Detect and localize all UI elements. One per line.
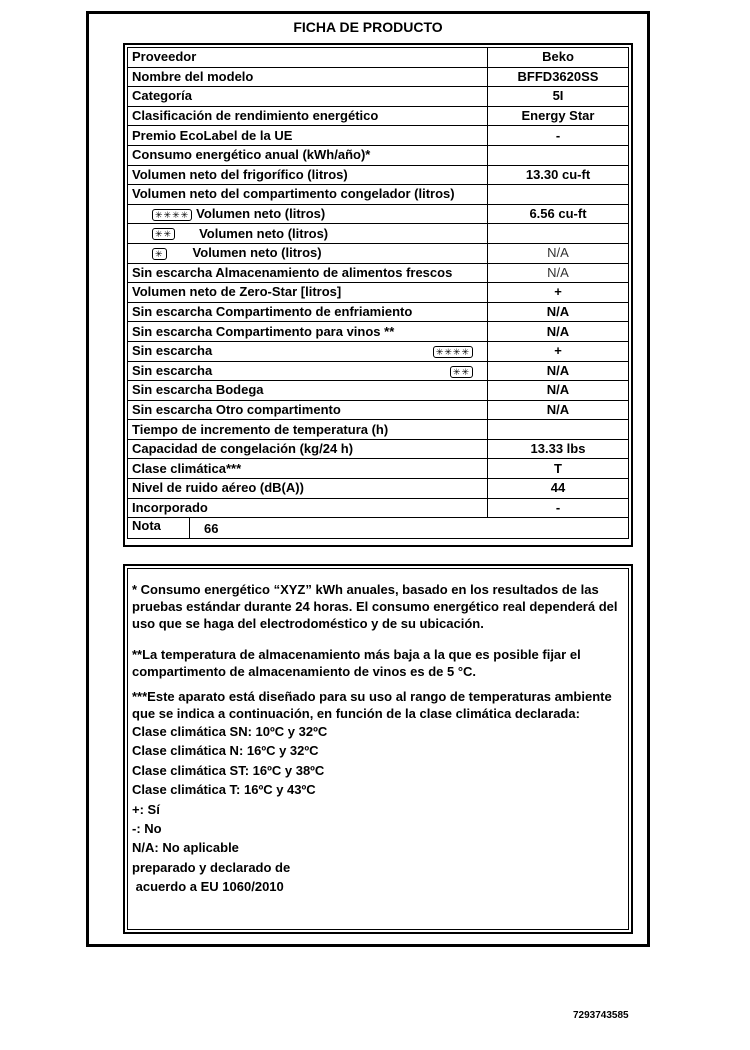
spec-value: +	[488, 341, 629, 361]
spec-label-cell	[128, 106, 488, 126]
spec-label: Tiempo de incremento de temperatura (h)	[132, 421, 389, 437]
spec-label: Nivel de ruido aéreo (dB(A))	[132, 480, 304, 496]
spec-value: +	[488, 283, 629, 303]
spec-label-cell	[128, 498, 488, 518]
spec-label-cell	[128, 302, 488, 322]
spec-row	[128, 498, 629, 518]
spec-row	[128, 106, 629, 126]
spec-label: Volumen neto (litros)	[196, 206, 326, 222]
spec-row	[128, 145, 629, 165]
note-line: N/A: No aplicable	[132, 840, 239, 856]
note-line: Clase climática T: 16ºC y 43ºC	[132, 782, 316, 798]
spec-value: BFFD3620SS	[488, 67, 629, 87]
spec-row	[128, 165, 629, 185]
spec-label-cell	[128, 400, 488, 420]
note-line: Clase climática SN: 10ºC y 32ºC	[132, 724, 328, 739]
spec-label: Volumen neto del frigorífico (litros)	[132, 166, 348, 182]
spec-value	[488, 145, 629, 165]
note-line: +: Sí	[132, 801, 160, 817]
nota-row	[128, 518, 629, 539]
spec-label-cell	[128, 361, 488, 381]
spec-value: Beko	[488, 48, 629, 68]
spec-label-cell	[128, 145, 488, 165]
spec-label-cell	[128, 459, 488, 479]
spec-label: Sin escarcha Almacenamiento de alimentos frescos	[132, 264, 453, 280]
spec-label: Clasificación de rendimiento energético	[132, 108, 379, 124]
spec-label-cell	[128, 283, 488, 303]
spec-label: Incorporado	[132, 499, 208, 515]
spec-label-cell	[128, 204, 488, 224]
spec-row	[128, 204, 629, 224]
freezer-star-icon: ✳✳	[450, 366, 473, 378]
spec-value: T	[488, 459, 629, 479]
note-line: acuerdo a EU 1060/2010	[132, 879, 284, 895]
spec-value: N/A	[488, 302, 629, 322]
spec-table	[127, 47, 629, 539]
freezer-star-icon: ✳	[152, 248, 167, 260]
spec-row	[128, 185, 629, 205]
spec-value: 13.30 cu-ft	[488, 165, 629, 185]
spec-label: Volumen neto de Zero-Star [litros]	[132, 284, 342, 300]
note-energy: * Consumo energético “XYZ” kWh anuales, basado en los resultados de las pruebas estándar durante 24 horas. El consumo energético real dependerá del uso que se haga del electrodoméstico y de su ubicación.	[132, 582, 618, 631]
spec-row	[128, 224, 629, 244]
spec-row	[128, 439, 629, 459]
spec-label-cell	[128, 322, 488, 342]
spec-value	[488, 420, 629, 440]
spec-value: 6.56 cu-ft	[488, 204, 629, 224]
spec-label: Volumen neto (litros)	[192, 245, 322, 261]
spec-table-frame	[123, 43, 633, 547]
notes-frame	[123, 564, 633, 934]
spec-label-cell	[128, 126, 488, 146]
spec-row	[128, 263, 629, 283]
spec-value: Energy Star	[488, 106, 629, 126]
spec-label: Sin escarcha	[132, 362, 213, 378]
spec-label-cell	[128, 263, 488, 283]
spec-label: Nombre del modelo	[132, 68, 254, 84]
spec-row	[128, 283, 629, 303]
spec-value: 13.33 lbs	[488, 439, 629, 459]
spec-row	[128, 341, 629, 361]
spec-label-cell	[128, 48, 488, 68]
spec-label: Capacidad de congelación (kg/24 h)	[132, 441, 354, 457]
spec-label-cell	[128, 87, 488, 107]
note-wine-temperature: **La temperatura de almacenamiento más baja a la que es posible fijar el compartimento de almacenamiento de vinos es de 5 °C.	[132, 647, 581, 679]
spec-value: N/A	[488, 243, 629, 263]
spec-label-cell	[128, 439, 488, 459]
spec-value: N/A	[488, 263, 629, 283]
spec-label-cell	[128, 67, 488, 87]
spec-row	[128, 459, 629, 479]
spec-label: Sin escarcha Compartimento de enfriamiento	[132, 304, 413, 320]
spec-label: Categoría	[132, 88, 192, 104]
spec-row	[128, 322, 629, 342]
spec-value	[488, 224, 629, 244]
document-number: 7293743585	[573, 1010, 629, 1021]
note-line: preparado y declarado de	[132, 859, 291, 875]
spec-row	[128, 243, 629, 263]
freezer-star-icon: ✳✳✳✳	[433, 346, 473, 358]
spec-label: Volumen neto (litros)	[199, 225, 329, 241]
spec-value: -	[488, 498, 629, 518]
spec-label-cell	[128, 224, 488, 244]
spec-row	[128, 420, 629, 440]
spec-label-cell	[128, 479, 488, 499]
spec-value: -	[488, 126, 629, 146]
product-sheet	[86, 11, 650, 947]
spec-label: Proveedor	[132, 49, 197, 65]
spec-label-cell	[128, 420, 488, 440]
notes-box	[127, 568, 629, 930]
freezer-star-icon: ✳✳	[152, 228, 175, 240]
spec-label-cell	[128, 381, 488, 401]
spec-label: Sin escarcha	[132, 343, 213, 359]
spec-row	[128, 87, 629, 107]
spec-label-cell	[128, 341, 488, 361]
spec-label: Sin escarcha Otro compartimento	[132, 401, 341, 417]
spec-value: N/A	[488, 381, 629, 401]
spec-row	[128, 479, 629, 499]
freezer-star-icon: ✳✳✳✳	[152, 209, 192, 221]
spec-value: 44	[488, 479, 629, 499]
spec-row	[128, 381, 629, 401]
spec-label-cell	[128, 243, 488, 263]
spec-row	[128, 400, 629, 420]
spec-label: Consumo energético anual (kWh/año)*	[132, 147, 371, 163]
note-climate-class: ***Este aparato está diseñado para su uso al rango de temperaturas ambiente que se indica a continuación, en función de la clase climática declarada:	[132, 689, 612, 721]
note-line: Clase climática N: 16ºC y 32ºC	[132, 743, 319, 759]
spec-row	[128, 302, 629, 322]
spec-label-cell	[128, 165, 488, 185]
sheet-title: FICHA DE PRODUCTO	[293, 19, 443, 35]
note-line: -: No	[132, 820, 162, 836]
nota-label: Nota	[128, 518, 190, 538]
spec-row	[128, 361, 629, 381]
nota-value: 66	[204, 521, 219, 537]
spec-label: Volumen neto del compartimento congelador (litros)	[132, 186, 455, 202]
note-line: Clase climática ST: 16ºC y 38ºC	[132, 762, 325, 778]
spec-value: N/A	[488, 361, 629, 381]
spec-value: N/A	[488, 400, 629, 420]
spec-label: Sin escarcha Bodega	[132, 382, 264, 398]
spec-value: 5I	[488, 87, 629, 107]
note-lines	[132, 722, 628, 897]
spec-row	[128, 67, 629, 87]
spec-label: Sin escarcha Compartimento para vinos **	[132, 323, 395, 339]
spec-value	[488, 185, 629, 205]
spec-value: N/A	[488, 322, 629, 342]
spec-label: Clase climática***	[132, 460, 242, 476]
spec-row	[128, 126, 629, 146]
spec-label: Premio EcoLabel de la UE	[132, 127, 293, 143]
spec-row	[128, 48, 629, 68]
spec-label-cell	[128, 185, 488, 205]
